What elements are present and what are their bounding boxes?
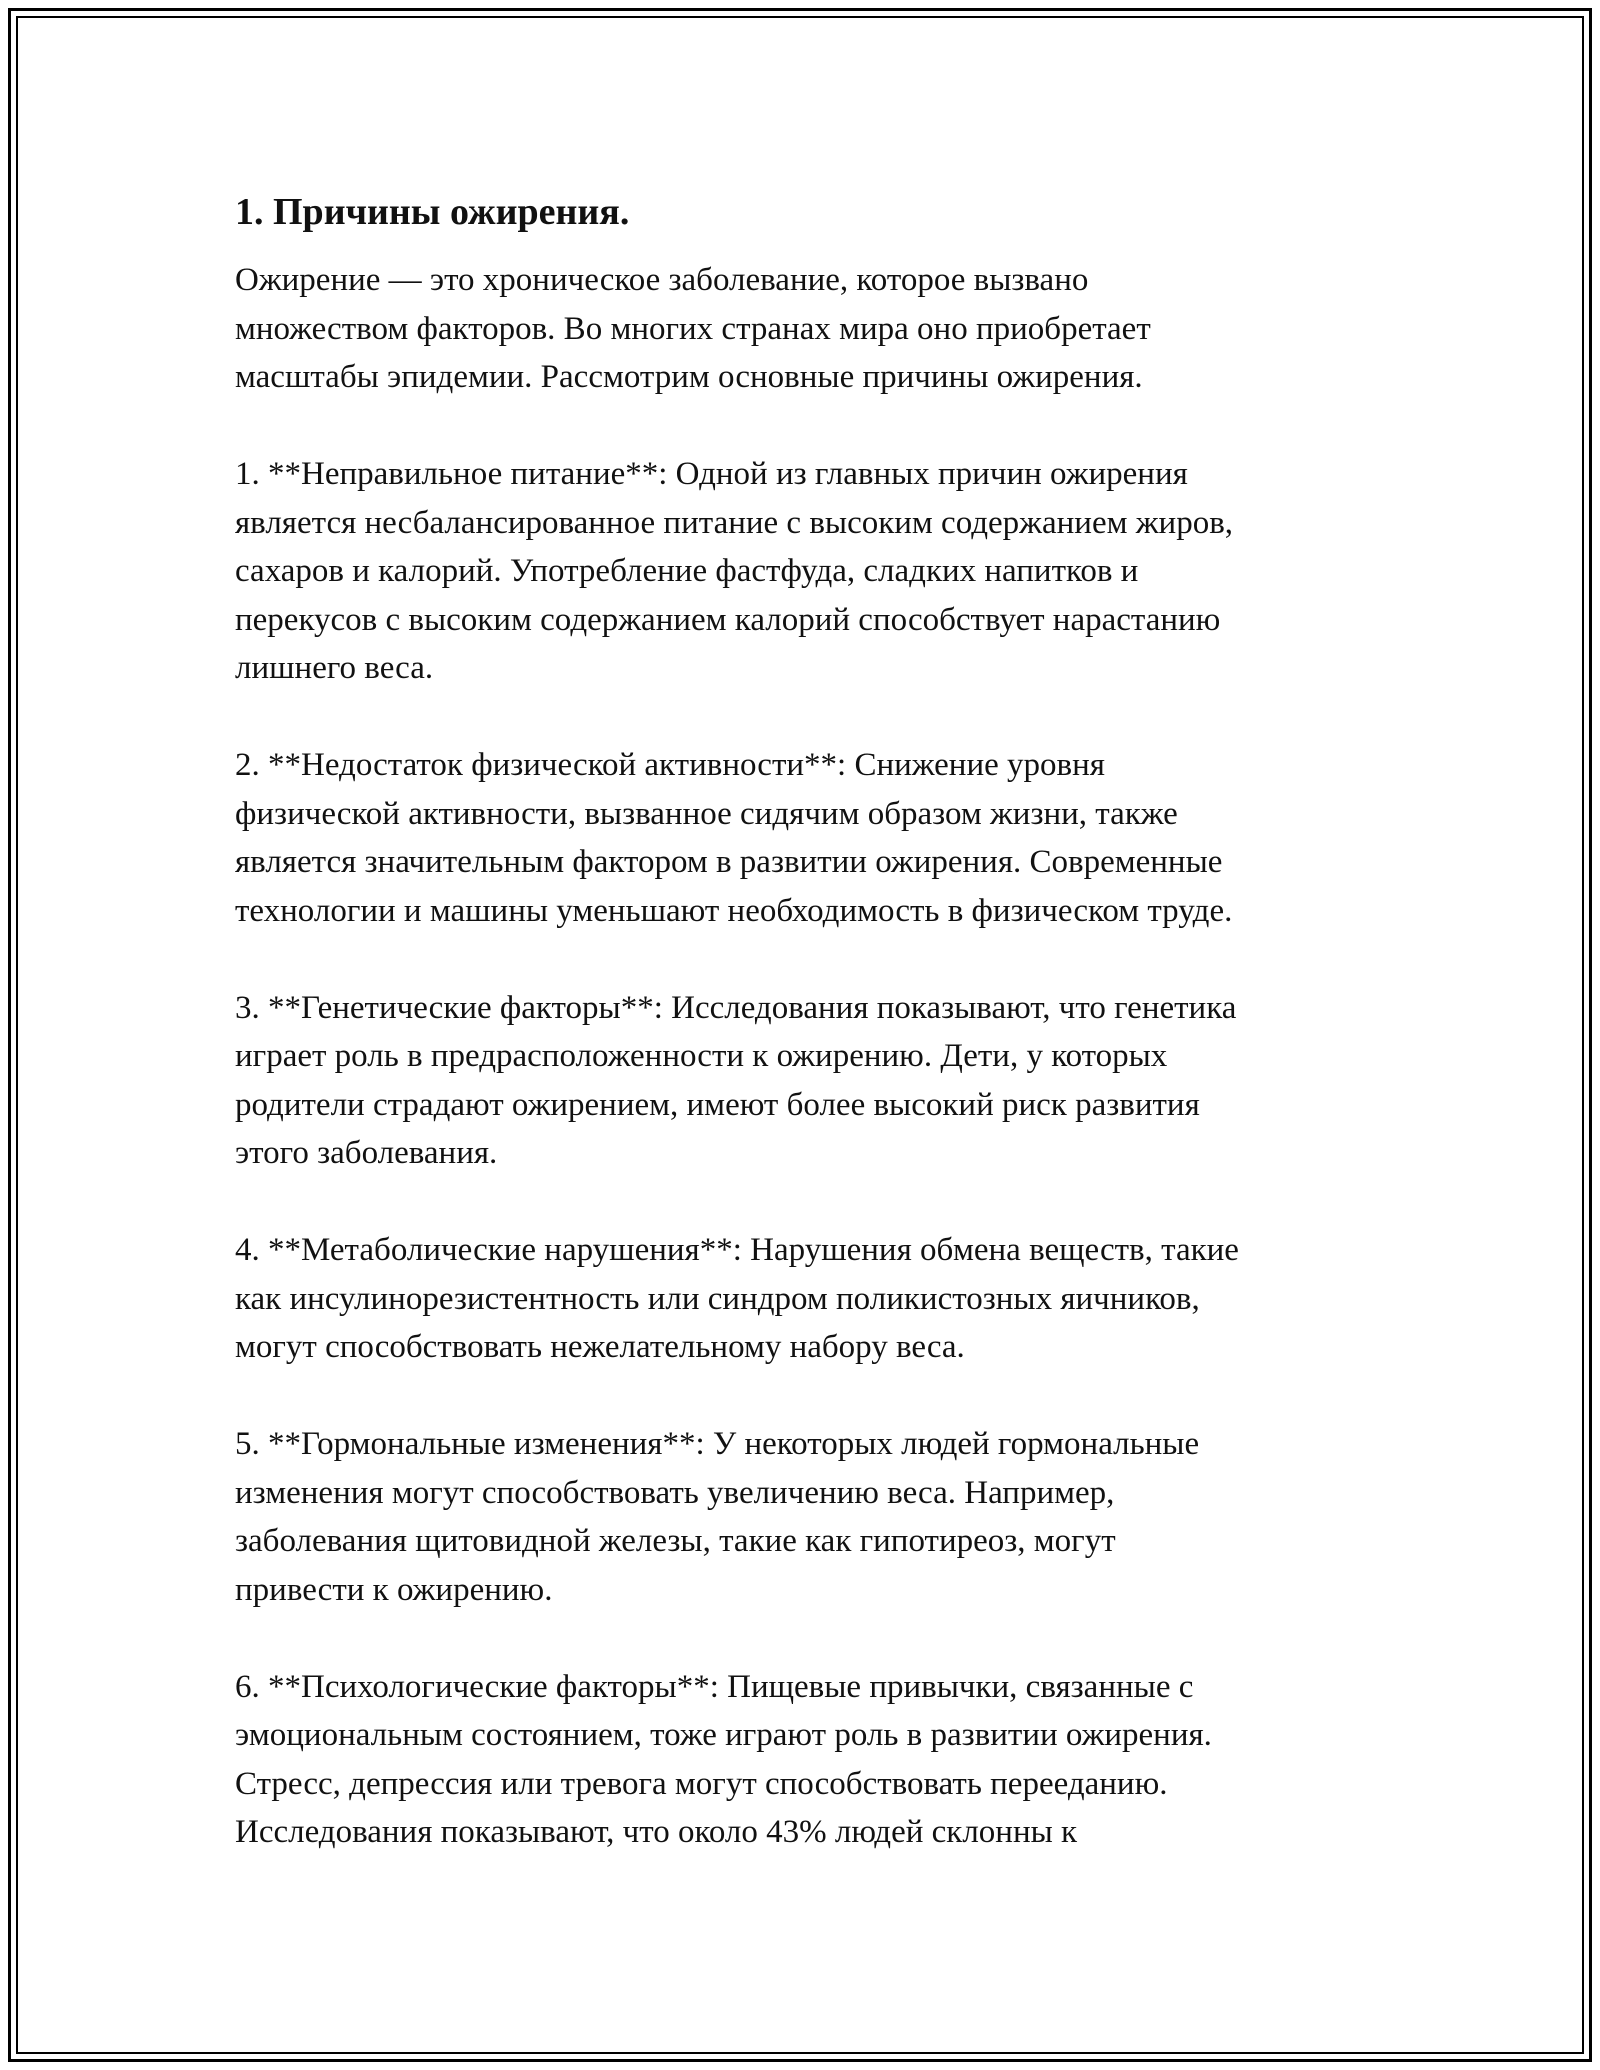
text-line: как инсулинорезистентность или синдром поликистозных яичников, xyxy=(235,1280,1200,1317)
text-line: 3. **Генетические факторы**: Исследования показывают, что генетика xyxy=(235,989,1237,1026)
text-line: Стресс, депрессия или тревога могут способствовать перееданию. xyxy=(235,1765,1168,1802)
text-line: 2. **Недостаток физической активности**: Снижение уровня xyxy=(235,747,1105,783)
text-line: лишнего веса. xyxy=(235,650,434,686)
paragraph-intro xyxy=(235,256,1385,402)
paragraph-item-2 xyxy=(235,741,1385,935)
text-line: является несбалансированное питание с высоким содержанием жиров, xyxy=(235,504,1234,541)
text-line: родители страдают ожирением, имеют более высокий риск развития xyxy=(235,1086,1200,1123)
text-line: Ожирение — это хроническое заболевание, которое вызвано xyxy=(235,262,1089,298)
paragraph-item-1 xyxy=(235,450,1385,693)
text-line: технологии и машины уменьшают необходимость в физическом труде. xyxy=(235,892,1233,929)
text-line: играет роль в предрасположенности к ожирению. Дети, у которых xyxy=(235,1038,1168,1074)
paragraph-item-4 xyxy=(235,1226,1385,1372)
paragraph-item-3 xyxy=(235,984,1385,1178)
text-line: физической активности, вызванное сидячим образом жизни, также xyxy=(235,795,1178,832)
text-line: изменения могут способствовать увеличению веса. Например, xyxy=(235,1474,1115,1511)
section-heading: 1. Причины ожирения. xyxy=(235,191,630,233)
text-line: этого заболевания. xyxy=(235,1135,498,1171)
text-line: Исследования показывают, что около 43% людей склонны к xyxy=(235,1814,1078,1850)
text-line: является значительным фактором в развитии ожирения. Современные xyxy=(235,844,1223,880)
text-line: привести к ожирению. xyxy=(235,1571,553,1608)
text-line: 5. **Гормональные изменения**: У некоторых людей гормональные xyxy=(235,1426,1200,1462)
text-line: могут способствовать нежелательному набору веса. xyxy=(235,1329,965,1365)
paragraph-item-6 xyxy=(235,1663,1385,1857)
text-line: эмоциональным состоянием, тоже играют роль в развитии ожирения. xyxy=(235,1717,1212,1753)
text-line: масштабы эпидемии. Рассмотрим основные причины ожирения. xyxy=(235,359,1143,395)
text-line: заболевания щитовидной железы, такие как гипотиреоз, могут xyxy=(235,1523,1116,1559)
text-line: 1. **Неправильное питание**: Одной из главных причин ожирения xyxy=(235,456,1188,492)
text-line: множеством факторов. Во многих странах мира оно приобретает xyxy=(235,310,1151,347)
text-line: сахаров и калорий. Употребление фастфуда, сладких напитков и xyxy=(235,553,1139,589)
document-body xyxy=(235,188,1385,1905)
text-line: 4. **Метаболические нарушения**: Нарушения обмена веществ, такие xyxy=(235,1232,1239,1268)
paragraph-item-5 xyxy=(235,1420,1385,1614)
text-line: перекусов с высоким содержанием калорий способствует нарастанию xyxy=(235,601,1221,638)
text-line: 6. **Психологические факторы**: Пищевые привычки, связанные с xyxy=(235,1668,1194,1705)
